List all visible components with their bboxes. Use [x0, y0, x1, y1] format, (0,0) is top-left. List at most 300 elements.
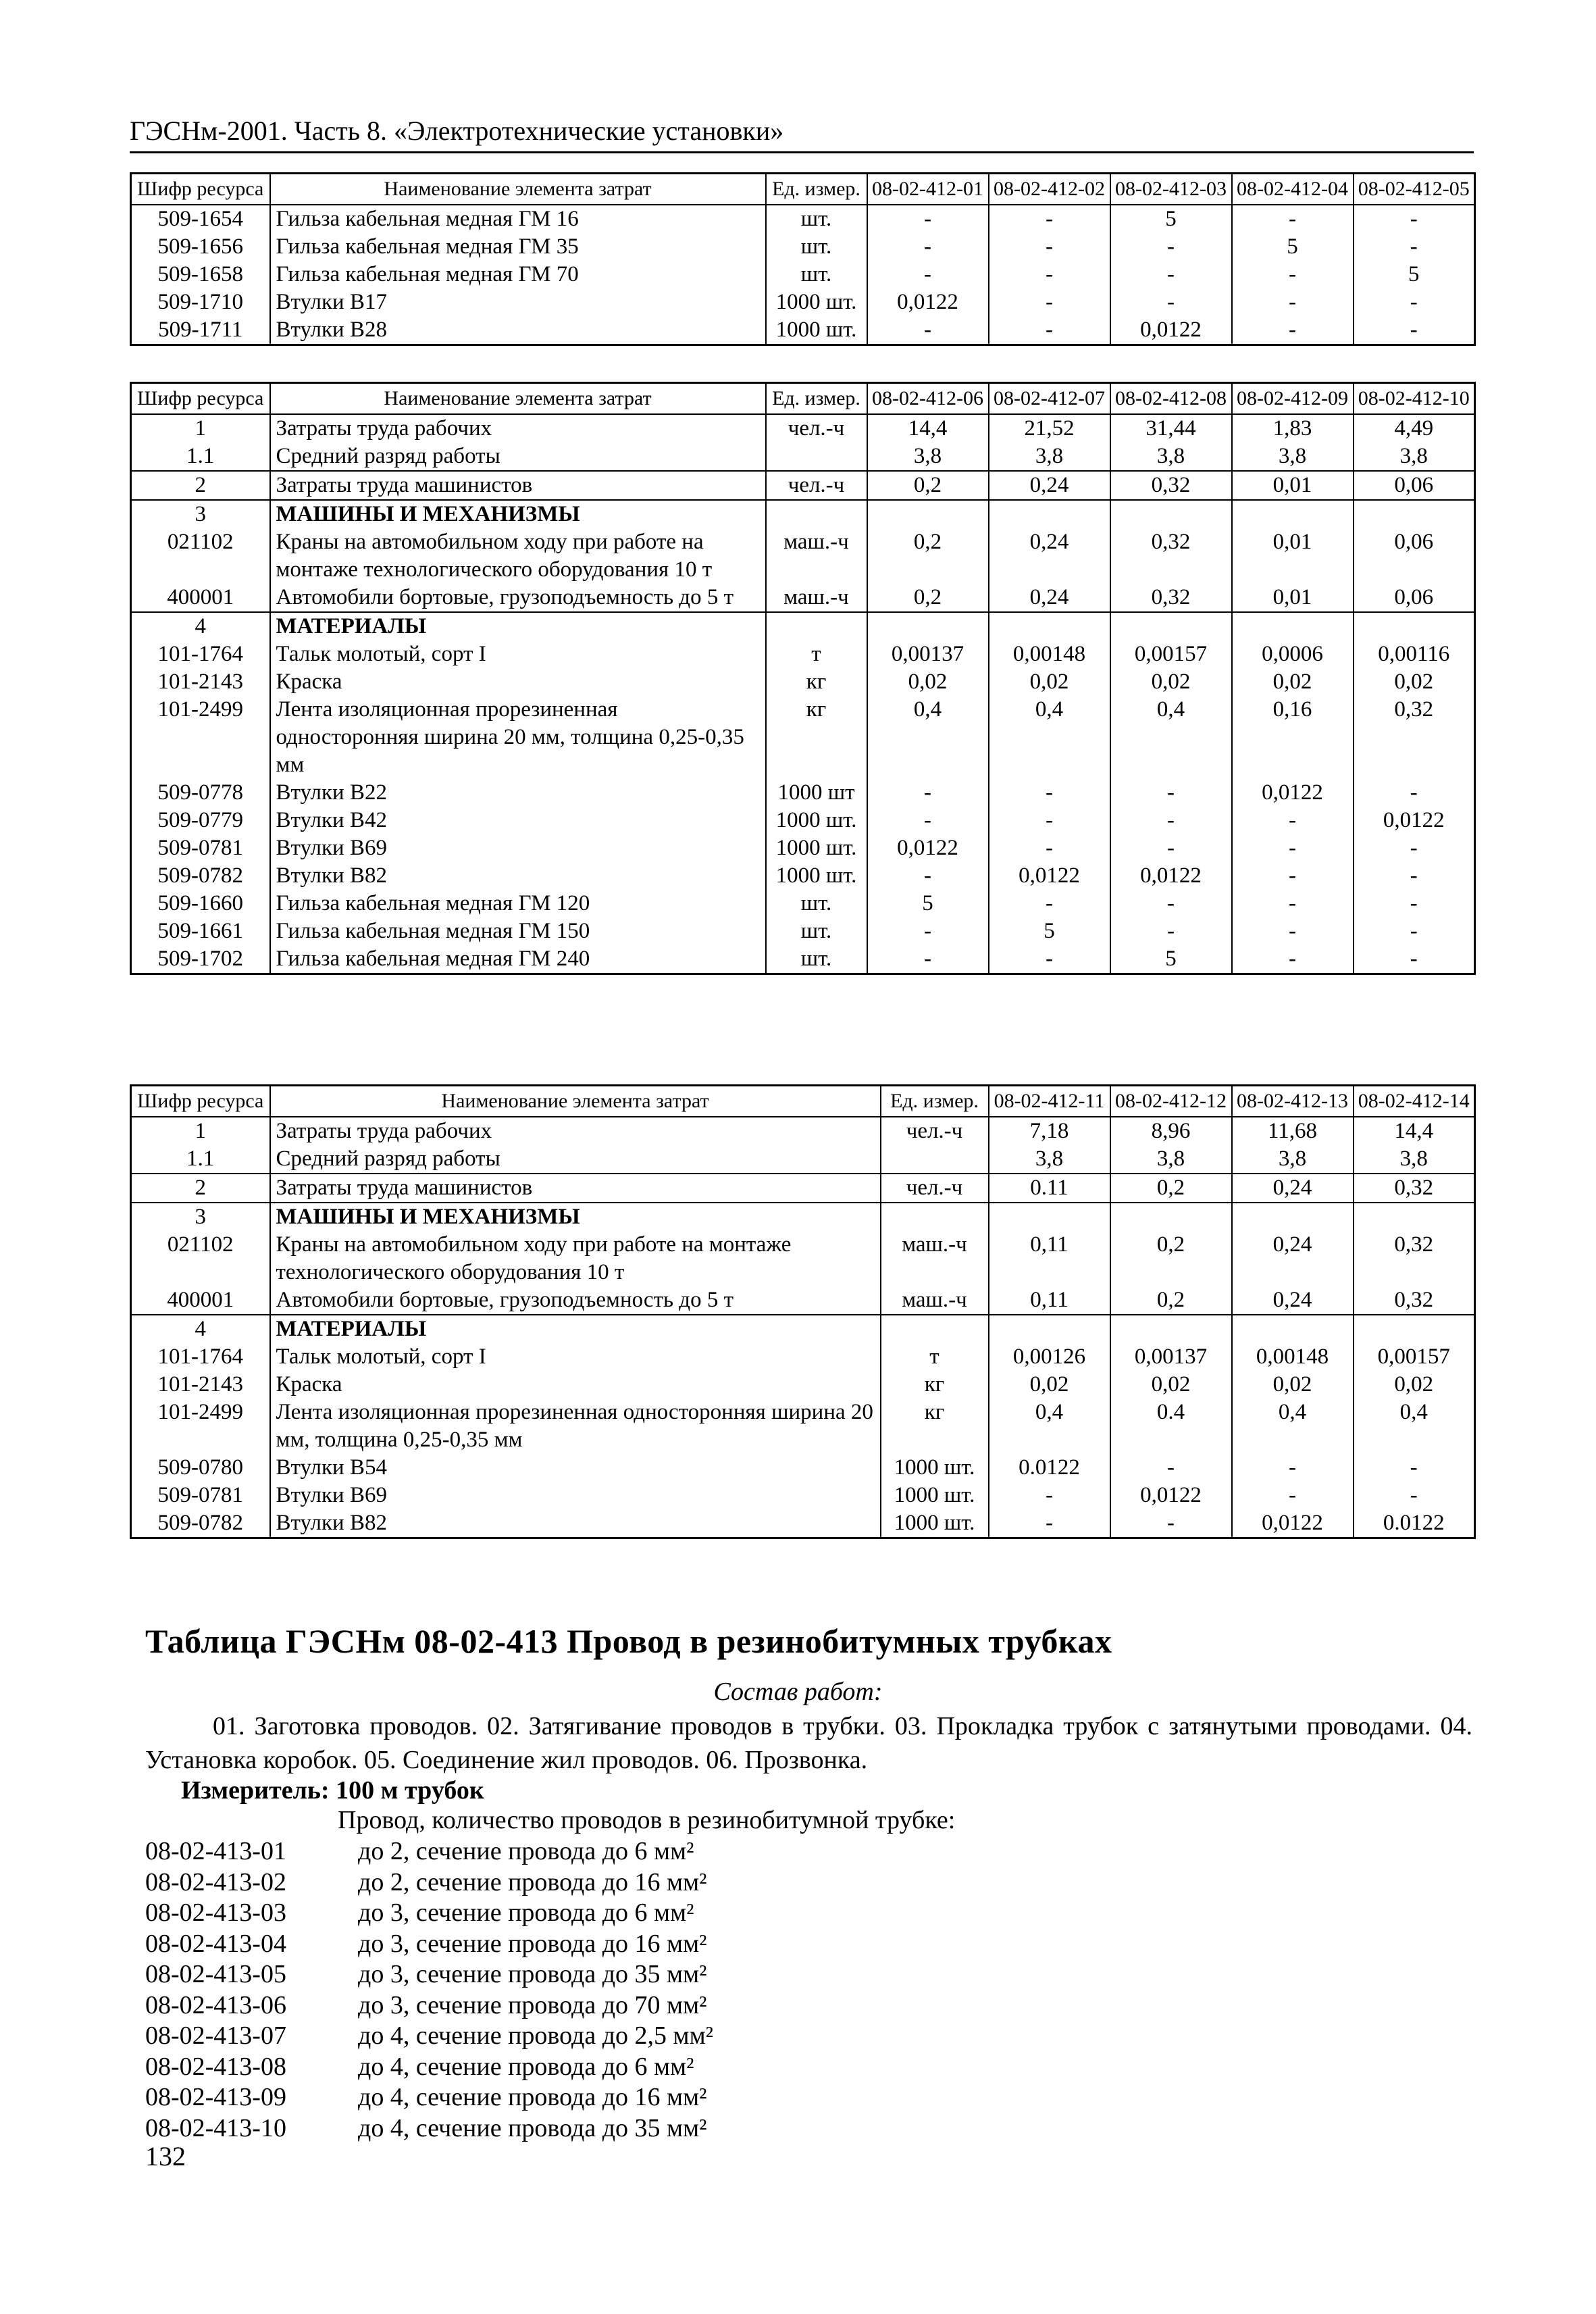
- norm-code: 08-02-413-09: [145, 2083, 286, 2111]
- cell-value: -: [1232, 1454, 1354, 1482]
- cell-value: [1110, 1315, 1232, 1343]
- table-row: [131, 528, 1475, 584]
- cost-element-name: Лента изоляционная прорезиненная односторонняя ширина 20 мм, толщина 0,25-0,35 мм: [270, 1399, 881, 1454]
- cell-value: [867, 612, 989, 640]
- cell-value: -: [1354, 945, 1475, 974]
- cell-value: 5: [1110, 205, 1232, 233]
- table-row: [131, 471, 1475, 500]
- cell-value: [867, 500, 989, 528]
- resource-code: 509-0778: [131, 779, 270, 807]
- table-row: [131, 1145, 1475, 1174]
- unit: шт.: [766, 890, 867, 917]
- cell-value: -: [989, 945, 1110, 974]
- cell-value: 0,06: [1354, 471, 1475, 500]
- norm-code: 08-02-413-08: [145, 2052, 286, 2081]
- cell-value: [1232, 612, 1354, 640]
- cell-value: -: [989, 288, 1110, 316]
- unit: т: [881, 1343, 989, 1371]
- cell-value: -: [1354, 1454, 1475, 1482]
- col-norm-header: 08-02-412-07: [989, 383, 1110, 415]
- cell-value: -: [1232, 834, 1354, 862]
- norm-code: 08-02-413-01: [145, 1837, 286, 1865]
- list-item: [145, 1836, 713, 1867]
- cell-value: 5: [989, 917, 1110, 945]
- table-row: [131, 1343, 1475, 1371]
- norm-code: 08-02-413-05: [145, 1960, 286, 1988]
- cell-value: 0,4: [989, 696, 1110, 779]
- cell-value: [1232, 1315, 1354, 1343]
- cost-element-name: Затраты труда машинистов: [270, 471, 766, 500]
- norm-description: до 3, сечение провода до 70 мм²: [358, 1990, 707, 2019]
- table-row: [131, 862, 1475, 890]
- resource-code: 509-0782: [131, 862, 270, 890]
- unit: 1000 шт.: [766, 316, 867, 345]
- cell-value: -: [1232, 316, 1354, 345]
- cell-value: 0,32: [1354, 696, 1475, 779]
- unit: 1000 шт.: [881, 1454, 989, 1482]
- cell-value: 0,16: [1232, 696, 1354, 779]
- cell-value: [1354, 1203, 1475, 1231]
- cost-element-name: Средний разряд работы: [270, 443, 766, 471]
- list-item: [145, 2052, 713, 2083]
- cell-value: -: [989, 316, 1110, 345]
- col-name-header: Наименование элемента затрат: [270, 1086, 881, 1117]
- unit: чел.-ч: [766, 471, 867, 500]
- cost-element-name: Втулки В22: [270, 779, 766, 807]
- cell-value: -: [989, 807, 1110, 834]
- cost-element-name: Втулки В82: [270, 862, 766, 890]
- cell-value: -: [1110, 1509, 1232, 1538]
- resource-code: 1: [131, 414, 270, 443]
- cell-value: 0,0122: [1110, 862, 1232, 890]
- cell-value: 5: [1110, 945, 1232, 974]
- cell-value: 0,32: [1110, 471, 1232, 500]
- cost-element-name: Гильза кабельная медная ГМ 240: [270, 945, 766, 974]
- cost-element-name: Гильза кабельная медная ГМ 16: [270, 205, 766, 233]
- norm-description: до 3, сечение провода до 35 мм²: [358, 1960, 707, 1988]
- cell-value: 0,00137: [1110, 1343, 1232, 1371]
- norm-description: до 4, сечение провода до 6 мм²: [358, 2052, 694, 2081]
- cell-value: 0,4: [867, 696, 989, 779]
- cell-value: [1354, 612, 1475, 640]
- cell-value: 0,02: [1354, 668, 1475, 696]
- list-item: [145, 2021, 713, 2052]
- norm-description: до 4, сечение провода до 35 мм²: [358, 2113, 707, 2142]
- cell-value: -: [867, 945, 989, 974]
- cost-element-name: Втулки В69: [270, 834, 766, 862]
- cell-value: -: [1110, 288, 1232, 316]
- norm-code: 08-02-413-02: [145, 1867, 286, 1896]
- cell-value: 8,96: [1110, 1117, 1232, 1145]
- cell-value: 5: [1354, 261, 1475, 288]
- cell-value: 31,44: [1110, 414, 1232, 443]
- cost-element-name: Гильза кабельная медная ГМ 120: [270, 890, 766, 917]
- resource-code: 3: [131, 1203, 270, 1231]
- unit: 1000 шт.: [766, 807, 867, 834]
- unit: 1000 шт.: [881, 1509, 989, 1538]
- col-norm-header: 08-02-412-01: [867, 174, 989, 205]
- unit: 1000 шт.: [766, 288, 867, 316]
- cell-value: 0,02: [1232, 668, 1354, 696]
- running-header: ГЭСНм-2001. Часть 8. «Электротехнические установки»: [130, 115, 1474, 153]
- cell-value: 0,02: [1110, 668, 1232, 696]
- cell-value: -: [1110, 779, 1232, 807]
- col-norm-header: 08-02-412-03: [1110, 174, 1232, 205]
- table-row: [131, 1315, 1475, 1343]
- cell-value: 0,11: [989, 1231, 1110, 1286]
- cell-value: 0,32: [1354, 1174, 1475, 1203]
- col-code-header: Шифр ресурса: [131, 174, 270, 205]
- cell-value: -: [1354, 316, 1475, 345]
- resource-code: 400001: [131, 584, 270, 612]
- norm-code: 08-02-413-10: [145, 2113, 286, 2142]
- cell-value: 3,8: [1354, 443, 1475, 471]
- list-item: [145, 2082, 713, 2113]
- table-row: [131, 233, 1475, 261]
- cell-value: 0,0122: [1232, 1509, 1354, 1538]
- table-row: [131, 945, 1475, 974]
- unit: [766, 500, 867, 528]
- cell-value: 3,8: [1110, 1145, 1232, 1174]
- cell-value: -: [867, 917, 989, 945]
- norm-code: 08-02-413-04: [145, 1929, 286, 1958]
- unit: кг: [881, 1371, 989, 1399]
- cost-element-name: Тальк молотый, сорт I: [270, 1343, 881, 1371]
- table-row: [131, 890, 1475, 917]
- norm-code: 08-02-413-06: [145, 1990, 286, 2019]
- cell-value: [1110, 612, 1232, 640]
- resource-code: 1.1: [131, 443, 270, 471]
- cell-value: 0,4: [989, 1399, 1110, 1454]
- table-row: [131, 1509, 1475, 1538]
- cell-value: 3,8: [1110, 443, 1232, 471]
- cell-value: -: [989, 890, 1110, 917]
- table-row: [131, 696, 1475, 779]
- col-name-header: Наименование элемента затрат: [270, 174, 766, 205]
- unit: т: [766, 640, 867, 668]
- col-norm-header: 08-02-412-14: [1354, 1086, 1475, 1117]
- list-item: [145, 1990, 713, 2021]
- resource-table-2: [130, 382, 1476, 975]
- cell-value: 0,24: [989, 528, 1110, 584]
- cell-value: 3,8: [989, 1145, 1110, 1174]
- cell-value: 0,01: [1232, 584, 1354, 612]
- cell-value: -: [1232, 862, 1354, 890]
- cost-element-name: МАТЕРИАЛЫ: [270, 612, 766, 640]
- col-norm-header: 08-02-412-10: [1354, 383, 1475, 415]
- col-unit-header: Ед. измер.: [766, 174, 867, 205]
- resource-code: 101-2499: [131, 1399, 270, 1454]
- cell-value: 0,00116: [1354, 640, 1475, 668]
- items-intro: Провод, количество проводов в резинобитумной трубке:: [338, 1806, 956, 1834]
- cell-value: 0,24: [1232, 1286, 1354, 1315]
- list-item: [145, 1898, 713, 1929]
- cell-value: 0.11: [989, 1174, 1110, 1203]
- unit: маш.-ч: [881, 1286, 989, 1315]
- norm-description: до 3, сечение провода до 6 мм²: [358, 1898, 694, 1927]
- cell-value: 0,2: [1110, 1286, 1232, 1315]
- resource-code: 101-2143: [131, 1371, 270, 1399]
- unit: [881, 1145, 989, 1174]
- cell-value: 0,4: [1232, 1399, 1354, 1454]
- cell-value: [989, 1315, 1110, 1343]
- unit: кг: [766, 668, 867, 696]
- table-row: [131, 779, 1475, 807]
- cost-element-name: Средний разряд работы: [270, 1145, 881, 1174]
- cell-value: 4,49: [1354, 414, 1475, 443]
- cell-value: 0,24: [989, 584, 1110, 612]
- cell-value: 0,00137: [867, 640, 989, 668]
- cell-value: 0.0122: [1354, 1509, 1475, 1538]
- unit: шт.: [766, 917, 867, 945]
- norm-code: 08-02-413-03: [145, 1898, 286, 1927]
- col-norm-header: 08-02-412-08: [1110, 383, 1232, 415]
- cell-value: [1354, 1315, 1475, 1343]
- resource-code: 509-1710: [131, 288, 270, 316]
- cell-value: -: [867, 807, 989, 834]
- cell-value: 7,18: [989, 1117, 1110, 1145]
- table-row: [131, 807, 1475, 834]
- cost-element-name: Гильза кабельная медная ГМ 35: [270, 233, 766, 261]
- unit: кг: [766, 696, 867, 779]
- cell-value: 3,8: [989, 443, 1110, 471]
- unit: маш.-ч: [881, 1231, 989, 1286]
- unit: маш.-ч: [766, 528, 867, 584]
- cell-value: 5: [867, 890, 989, 917]
- work-composition-text: 01. Заготовка проводов. 02. Затягивание проводов в трубки. 03. Прокладка трубок с затянутыми проводами. 04. Установка коробок. 05. Соединение жил проводов. 06. Прозвонка.: [145, 1712, 1472, 1774]
- cell-value: 14,4: [867, 414, 989, 443]
- table-row: [131, 1482, 1475, 1509]
- table-row: [131, 1399, 1475, 1454]
- unit: [881, 1203, 989, 1231]
- col-norm-header: 08-02-412-11: [989, 1086, 1110, 1117]
- cell-value: 0,02: [989, 1371, 1110, 1399]
- resource-code: 509-0781: [131, 1482, 270, 1509]
- table-row: [131, 288, 1475, 316]
- cell-value: -: [1232, 807, 1354, 834]
- resource-code: 101-1764: [131, 640, 270, 668]
- table-row: [131, 414, 1475, 443]
- cell-value: 0,06: [1354, 528, 1475, 584]
- table-row: [131, 612, 1475, 640]
- cell-value: -: [1232, 945, 1354, 974]
- cell-value: 0,2: [867, 584, 989, 612]
- cell-value: 3,8: [1232, 443, 1354, 471]
- resource-code: 509-0779: [131, 807, 270, 834]
- cell-value: [1110, 500, 1232, 528]
- table-row: [131, 1454, 1475, 1482]
- col-norm-header: 08-02-412-04: [1232, 174, 1354, 205]
- cost-element-name: Затраты труда машинистов: [270, 1174, 881, 1203]
- norm-description: до 4, сечение провода до 16 мм²: [358, 2083, 707, 2111]
- unit: [766, 612, 867, 640]
- cell-value: -: [1232, 917, 1354, 945]
- cell-value: 0,00148: [1232, 1343, 1354, 1371]
- resource-code: 2: [131, 1174, 270, 1203]
- cell-value: -: [989, 233, 1110, 261]
- unit: [766, 443, 867, 471]
- cell-value: [1354, 500, 1475, 528]
- cell-value: -: [989, 1482, 1110, 1509]
- cell-value: -: [1110, 890, 1232, 917]
- list-item: [145, 1929, 713, 1960]
- cell-value: -: [1354, 1482, 1475, 1509]
- norm-description: до 4, сечение провода до 2,5 мм²: [358, 2021, 714, 2050]
- cell-value: 0,01: [1232, 528, 1354, 584]
- table-row: [131, 640, 1475, 668]
- cell-value: 0,02: [1232, 1371, 1354, 1399]
- cell-value: -: [989, 834, 1110, 862]
- cell-value: 0,11: [989, 1286, 1110, 1315]
- list-item: [145, 1867, 713, 1898]
- norm-description: до 2, сечение провода до 16 мм²: [358, 1867, 707, 1896]
- col-name-header: Наименование элемента затрат: [270, 383, 766, 415]
- col-code-header: Шифр ресурса: [131, 1086, 270, 1117]
- cost-element-name: Краска: [270, 1371, 881, 1399]
- cost-element-name: Втулки В17: [270, 288, 766, 316]
- col-norm-header: 08-02-412-05: [1354, 174, 1475, 205]
- resource-code: 509-1711: [131, 316, 270, 345]
- resource-code: 101-2499: [131, 696, 270, 779]
- resource-code: 509-0781: [131, 834, 270, 862]
- unit: чел.-ч: [881, 1117, 989, 1145]
- cell-value: 0.4: [1110, 1399, 1232, 1454]
- resource-code: 4: [131, 1315, 270, 1343]
- resource-code: 101-2143: [131, 668, 270, 696]
- cell-value: 0,00157: [1110, 640, 1232, 668]
- col-unit-header: Ед. измер.: [766, 383, 867, 415]
- resource-code: 4: [131, 612, 270, 640]
- table-row: [131, 668, 1475, 696]
- cell-value: 0,2: [867, 471, 989, 500]
- resource-code: 509-1658: [131, 261, 270, 288]
- cell-value: 0,00157: [1354, 1343, 1475, 1371]
- cell-value: 0,0122: [867, 834, 989, 862]
- resource-code: 509-1702: [131, 945, 270, 974]
- cell-value: 1,83: [1232, 414, 1354, 443]
- table-row: [131, 834, 1475, 862]
- section-title: Таблица ГЭСНм 08-02-413 Провод в резинобитумных трубках: [145, 1622, 1112, 1660]
- cell-value: -: [1110, 917, 1232, 945]
- cell-value: -: [989, 1509, 1110, 1538]
- cost-element-name: Втулки В82: [270, 1509, 881, 1538]
- cost-element-name: Втулки В69: [270, 1482, 881, 1509]
- cost-element-name: Лента изоляционная прорезиненная односторонняя ширина 20 мм, толщина 0,25-0,35 мм: [270, 696, 766, 779]
- unit: [881, 1315, 989, 1343]
- col-norm-header: 08-02-412-13: [1232, 1086, 1354, 1117]
- cell-value: 0,01: [1232, 471, 1354, 500]
- unit: кг: [881, 1399, 989, 1454]
- table-row: [131, 1371, 1475, 1399]
- cell-value: [1110, 1203, 1232, 1231]
- cell-value: 0,00148: [989, 640, 1110, 668]
- cost-element-name: МАТЕРИАЛЫ: [270, 1315, 881, 1343]
- cost-element-name: Затраты труда рабочих: [270, 414, 766, 443]
- cell-value: -: [1354, 890, 1475, 917]
- resource-code: 509-1654: [131, 205, 270, 233]
- cell-value: 0.0122: [989, 1454, 1110, 1482]
- cell-value: 3,8: [1232, 1145, 1354, 1174]
- resource-code: 021102: [131, 528, 270, 584]
- unit: 1000 шт.: [881, 1482, 989, 1509]
- cell-value: -: [989, 779, 1110, 807]
- unit: чел.-ч: [766, 414, 867, 443]
- resource-code: 101-1764: [131, 1343, 270, 1371]
- resource-code: 509-0782: [131, 1509, 270, 1538]
- cell-value: -: [1110, 261, 1232, 288]
- resource-code: 1.1: [131, 1145, 270, 1174]
- resource-table-3: [130, 1084, 1476, 1539]
- cell-value: -: [1232, 1482, 1354, 1509]
- cell-value: -: [1354, 288, 1475, 316]
- cell-value: -: [1110, 1454, 1232, 1482]
- cell-value: -: [867, 316, 989, 345]
- cell-value: 0,02: [989, 668, 1110, 696]
- cell-value: -: [1354, 834, 1475, 862]
- cell-value: 0,02: [1354, 1371, 1475, 1399]
- cell-value: 0,0122: [989, 862, 1110, 890]
- cell-value: 0,06: [1354, 584, 1475, 612]
- cell-value: -: [867, 205, 989, 233]
- unit: шт.: [766, 233, 867, 261]
- cell-value: [989, 1203, 1110, 1231]
- cell-value: -: [1354, 779, 1475, 807]
- resource-code: 3: [131, 500, 270, 528]
- resource-code: 2: [131, 471, 270, 500]
- cost-element-name: МАШИНЫ И МЕХАНИЗМЫ: [270, 500, 766, 528]
- cell-value: -: [1354, 917, 1475, 945]
- table-row: [131, 1117, 1475, 1145]
- cell-value: 0,00126: [989, 1343, 1110, 1371]
- cost-element-name: Автомобили бортовые, грузоподъемность до 5 т: [270, 584, 766, 612]
- cell-value: -: [1232, 890, 1354, 917]
- cell-value: 0,0122: [867, 288, 989, 316]
- resource-code: 509-1656: [131, 233, 270, 261]
- page-number: 132: [145, 2141, 186, 2171]
- unit: чел.-ч: [881, 1174, 989, 1203]
- cell-value: [989, 500, 1110, 528]
- resource-code: 509-1660: [131, 890, 270, 917]
- cell-value: [1232, 500, 1354, 528]
- resource-table-1: [130, 172, 1476, 346]
- cost-element-name: Втулки В54: [270, 1454, 881, 1482]
- cost-element-name: Автомобили бортовые, грузоподъемность до 5 т: [270, 1286, 881, 1315]
- resource-code: 400001: [131, 1286, 270, 1315]
- cell-value: 0,2: [1110, 1231, 1232, 1286]
- unit: 1000 шт: [766, 779, 867, 807]
- col-norm-header: 08-02-412-12: [1110, 1086, 1232, 1117]
- cell-value: -: [867, 261, 989, 288]
- table-row: [131, 443, 1475, 471]
- cell-value: 0,0006: [1232, 640, 1354, 668]
- cost-element-name: Втулки В28: [270, 316, 766, 345]
- table-row: [131, 500, 1475, 528]
- cell-value: 0,4: [1110, 696, 1232, 779]
- cost-element-name: Гильза кабельная медная ГМ 70: [270, 261, 766, 288]
- col-code-header: Шифр ресурса: [131, 383, 270, 415]
- unit: 1000 шт.: [766, 862, 867, 890]
- cell-value: -: [867, 779, 989, 807]
- cell-value: -: [1354, 205, 1475, 233]
- table-row: [131, 316, 1475, 345]
- cell-value: -: [867, 233, 989, 261]
- unit: 1000 шт.: [766, 834, 867, 862]
- cell-value: 0,02: [1110, 1371, 1232, 1399]
- cell-value: 0,02: [867, 668, 989, 696]
- col-unit-header: Ед. измер.: [881, 1086, 989, 1117]
- cell-value: -: [867, 862, 989, 890]
- measure-unit: Измеритель: 100 м трубок: [181, 1776, 484, 1805]
